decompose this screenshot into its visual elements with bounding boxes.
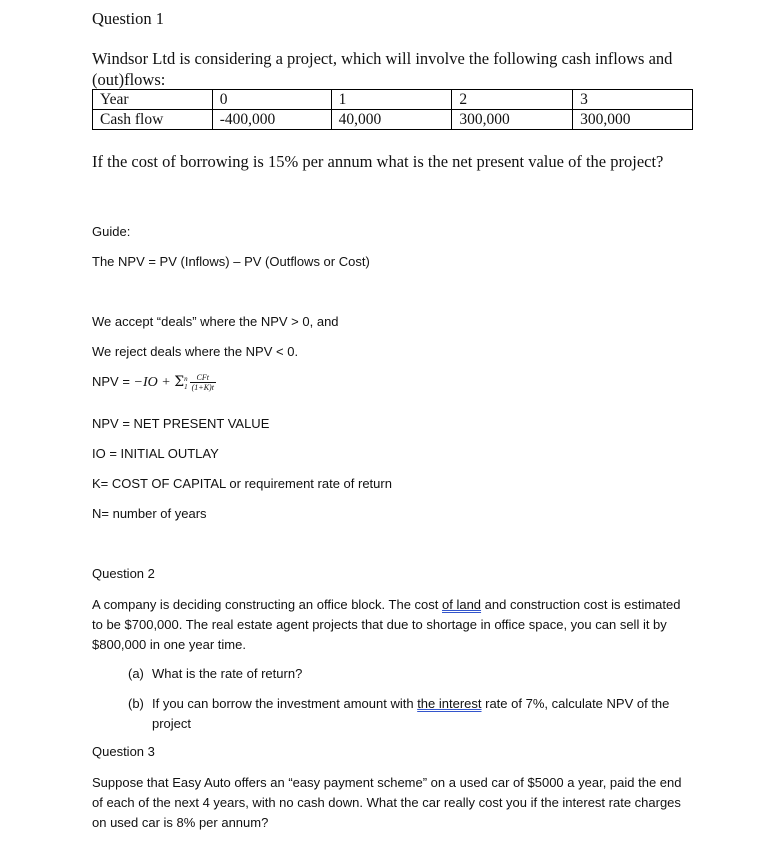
question2-item-b (128, 694, 688, 734)
question1-intro: Windsor Ltd is considering a project, which will involve the following cash inflows and (out)flows: (92, 49, 673, 89)
table-cell: -400,000 (212, 110, 331, 130)
question1-question: If the cost of borrowing is 15% per annum what is the net present value of the project? (92, 152, 664, 171)
accept-rule: We accept “deals” where the NPV > 0, and (92, 314, 339, 329)
fraction-denominator: (1+K)t (191, 383, 214, 392)
definition-n: N= number of years (92, 506, 207, 521)
formula-fraction (190, 373, 216, 392)
formula-lhs: NPV = (92, 373, 134, 389)
table-cell: 3 (573, 90, 693, 110)
b-text-part: rate of 7%, calculate NPV of the project (152, 696, 670, 731)
formula-expr: −IO + (133, 374, 175, 390)
interest-phrase: the interest (417, 696, 482, 711)
question2-title: Question 2 (92, 566, 155, 581)
fraction-numerator: CFt (190, 373, 216, 383)
item-b-label: (b) (128, 696, 144, 711)
table-cell: 40,000 (331, 110, 452, 130)
definition-npv: NPV = NET PRESENT VALUE (92, 416, 270, 431)
table-cell: 300,000 (452, 110, 573, 130)
question1-title: Question 1 (92, 9, 164, 28)
question3-text: Suppose that Easy Auto offers an “easy payment scheme” on a used car of $5000 a year, paid the end of each of the next 4 years, with no cash down. What the car really cost you if the interest rate charges on used car is 8% per annum? (92, 775, 682, 830)
table-cell: Cash flow (93, 110, 213, 130)
table-row (93, 90, 693, 110)
guide-label: Guide: (92, 224, 131, 239)
sum-lower: 1 (184, 382, 188, 391)
item-a-label: (a) (128, 666, 144, 681)
table-cell: 2 (452, 90, 573, 110)
question2-text (92, 595, 692, 655)
table-row (93, 110, 693, 130)
definition-k: K= COST OF CAPITAL or requirement rate of return (92, 476, 392, 491)
cash-flow-table (92, 89, 693, 130)
npv-rule: The NPV = PV (Inflows) – PV (Outflows or Cost) (92, 254, 370, 269)
definition-io: IO = INITIAL OUTLAY (92, 446, 219, 461)
sum-upper: n (184, 374, 188, 383)
sigma-symbol: Σ (174, 373, 185, 390)
table-cell: 0 (212, 90, 331, 110)
item-b-text (152, 694, 688, 734)
table-cell: Year (93, 90, 213, 110)
land-phrase: of land (442, 597, 482, 612)
item-a-text: What is the rate of return? (152, 666, 303, 681)
q2-text-part: and construction cost is estimated to be $700,000. The real estate agent projects that due to shortage in office space, you can sell it by $800,000 in one year time. (92, 597, 681, 652)
question2-item-a (128, 664, 688, 684)
sum-limits (184, 375, 188, 391)
b-text-part: If you can borrow the investment amount with (152, 696, 418, 711)
table-cell: 1 (331, 90, 452, 110)
reject-rule: We reject deals where the NPV < 0. (92, 344, 299, 359)
table-cell: 300,000 (573, 110, 693, 130)
npv-formula (92, 373, 216, 392)
q2-text-part: A company is deciding constructing an office block. The cost (92, 597, 442, 612)
question3-title: Question 3 (92, 744, 155, 759)
